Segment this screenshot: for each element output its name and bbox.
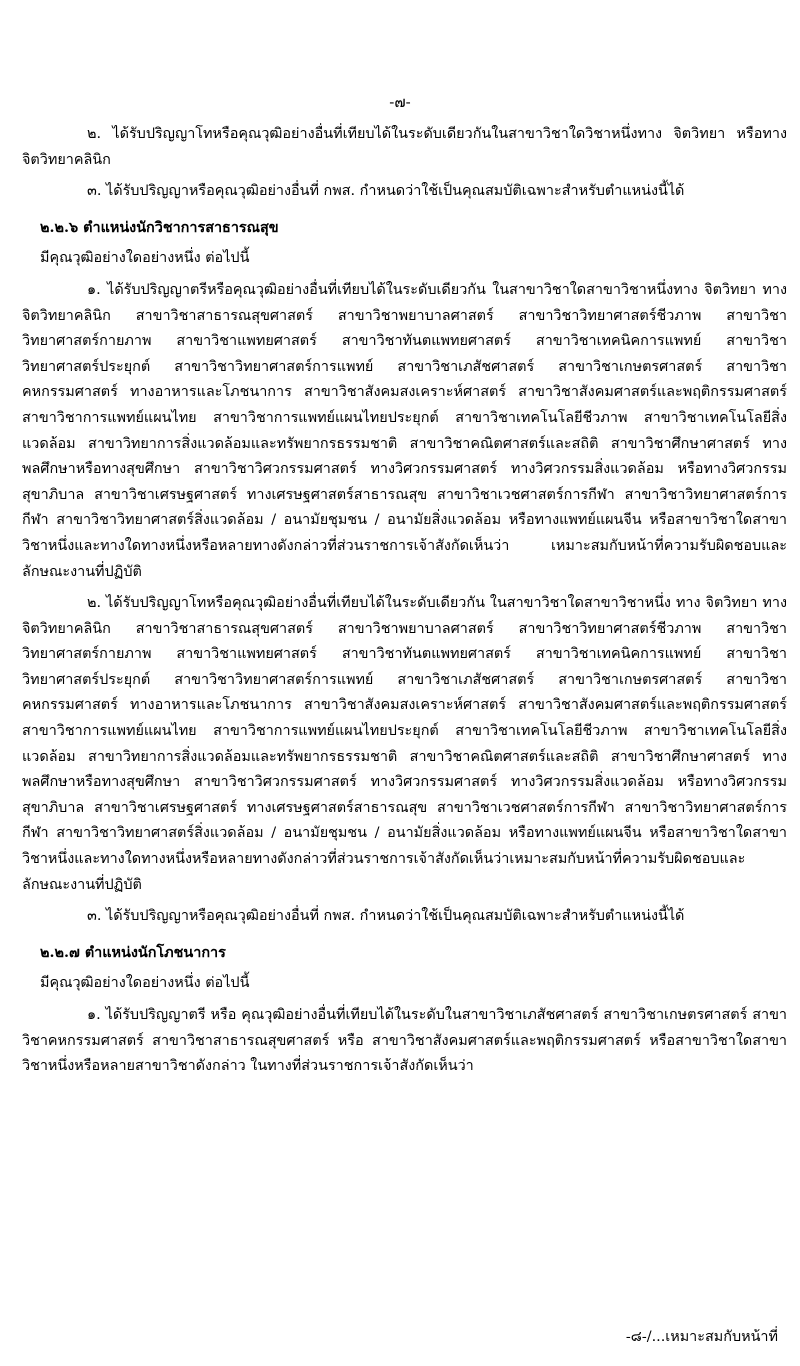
- paragraph-master-degree-psychology: ๒. ได้รับปริญญาโทหรือคุณวุฒิอย่างอื่นที่เทียบได้ในระดับเดียวกันในสาขาวิชาใดวิชาหนึ่งทาง จิตวิทยา หรือทางจิตวิทยาคลินิก: [22, 126, 787, 168]
- paragraph-bachelor-nutrition: ๑. ได้รับปริญญาตรี หรือ คุณวุฒิอย่างอื่นที่เทียบได้ในระดับในสาขาวิชาเภสัชศาสตร์ สาขาวิชาเกษตรศาสตร์ สาขาวิชาคหกรรมศาสตร์ สาขาวิชาสาธารณสุขศาสตร์ หรือ สาขาวิชาสังคมศาสตร์และพฤติกรรมศาสตร์ หรือสาขาวิชาใดสาขาวิชาหนึ่งหรือหลายสาขาวิชาดังกล่าว ในทางที่ส่วนราชการเจ้าสังกัดเห็นว่า: [22, 1007, 787, 1075]
- qualification-intro-2: มีคุณวุฒิอย่างใดอย่างหนึ่ง ต่อไปนี้: [40, 975, 250, 992]
- qualification-intro: มีคุณวุฒิอย่างใดอย่างหนึ่ง ต่อไปนี้: [40, 250, 250, 267]
- continuation-footer: -๘-/...เหมาะสมกับหน้าที่: [625, 1329, 778, 1345]
- paragraph-other-qualification: ๓. ได้รับปริญญาหรือคุณวุฒิอย่างอื่นที่ กพส. กำหนดว่าใช้เป็นคุณสมบัติเฉพาะสำหรับตำแหน่งนี้ได้: [87, 183, 685, 200]
- document-body: [22, 122, 787, 1080]
- section-heading-public-health: ๒.๒.๖ ตำแหน่งนักวิชาการสาธารณสุข: [40, 218, 279, 236]
- page-number: -๗-: [389, 93, 411, 111]
- paragraph-master-public-health: ๒. ได้รับปริญญาโทหรือคุณวุฒิอย่างอื่นที่เทียบได้ในระดับเดียวกัน ในสาขาวิชาใดสาขาวิชาหนึ่ง ทาง จิตวิทยา ทางจิตวิทยาคลินิก สาขาวิชาสาธารณสุขศาสตร์ สาขาวิชาพยาบาลศาสตร์ สาขาวิชาวิทยาศาสตร์ชีวภาพ สาขาวิชาวิทยาศาสตร์กายภาพ สาขาวิชาแพทยศาสตร์ สาขาวิชาทันตแพทยศาสตร์ สาขาวิชาเทคนิคการแพทย์ สาขาวิชาวิทยาศาสตร์ประยุกต์ สาขาวิชาวิทยาศาสตร์การแพทย์ สาขาวิชาเภสัชศาสตร์ สาขาวิชาเกษตรศาสตร์ สาขาวิชาคหกรรมศาสตร์ ทางอาหารและโภชนาการ สาขาวิชาสังคมสงเคราะห์ศาสตร์ สาขาวิชาสังคมศาสตร์และพฤติกรรมศาสตร์ สาขาวิชาการแพทย์แผนไทย สาขาวิชาการแพทย์แผนไทยประยุกต์ สาขาวิชาเทคโนโลยีชีวภาพ สาขาวิชาเทคโนโลยีสิ่งแวดล้อม สาขาวิทยาการสิ่งแวดล้อมและทรัพยากรธรรมชาติ สาขาวิชาคณิตศาสตร์และสถิติ สาขาวิชาศึกษาศาสตร์ ทางพลศึกษาหรือทางสุขศึกษา สาขาวิชาวิศวกรรมศาสตร์ ทางวิศวกรรมศาสตร์ ทางวิศวกรรมสิ่งแวดล้อม หรือทางวิศวกรรมสุขาภิบาล สาขาวิชาเศรษฐศาสตร์ ทางเศรษฐศาสตร์สาธารณสุข สาขาวิชาเวชศาสตร์การกีฬา สาขาวิชาวิทยาศาสตร์การกีฬา สาขาวิชาวิทยาศาสตร์สิ่งแวดล้อม / อนามัยชุมชน / อนามัยสิ่งแวดล้อม หรือทางแพทย์แผนจีน หรือสาขาวิชาใดสาขาวิชาหนึ่งและทางใดทางหนึ่งหรือหลายทางดังกล่าวที่ส่วนราชการเจ้าสังกัดเห็นว่าเหมาะสมกับหน้าที่ความรับผิดชอบและลักษณะงานที่ปฏิบัติ: [22, 595, 787, 893]
- section-heading-nutritionist: ๒.๒.๗ ตำแหน่งนักโภชนาการ: [40, 943, 226, 961]
- paragraph-other-qualification-2: ๓. ได้รับปริญญาหรือคุณวุฒิอย่างอื่นที่ กพส. กำหนดว่าใช้เป็นคุณสมบัติเฉพาะสำหรับตำแหน่งนี้ได้: [87, 908, 685, 925]
- paragraph-bachelor-public-health: ๑. ได้รับปริญญาตรีหรือคุณวุฒิอย่างอื่นที่เทียบได้ในระดับเดียวกัน ในสาขาวิชาใดสาขาวิชาหนึ่งทาง จิตวิทยา ทางจิตวิทยาคลินิก สาขาวิชาสาธารณสุขศาสตร์ สาขาวิชาพยาบาลศาสตร์ สาขาวิชาวิทยาศาสตร์ชีวภาพ สาขาวิชาวิทยาศาสตร์กายภาพ สาขาวิชาแพทยศาสตร์ สาขาวิชาทันตแพทยศาสตร์ สาขาวิชาเทคนิคการแพทย์ สาขาวิชาวิทยาศาสตร์ประยุกต์ สาขาวิชาวิทยาศาสตร์การแพทย์ สาขาวิชาเภสัชศาสตร์ สาขาวิชาเกษตรศาสตร์ สาขาวิชาคหกรรมศาสตร์ ทางอาหารและโภชนาการ สาขาวิชาสังคมสงเคราะห์ศาสตร์ สาขาวิชาสังคมศาสตร์และพฤติกรรมศาสตร์ สาขาวิชาการแพทย์แผนไทย สาขาวิชาการแพทย์แผนไทยประยุกต์ สาขาวิชาเทคโนโลยีชีวภาพ สาขาวิชาเทคโนโลยีสิ่งแวดล้อม สาขาวิทยาการสิ่งแวดล้อมและทรัพยากรธรรมชาติ สาขาวิชาคณิตศาสตร์และสถิติ สาขาวิชาศึกษาศาสตร์ ทางพลศึกษาหรือทางสุขศึกษา สาขาวิชาวิศวกรรมศาสตร์ ทางวิศวกรรมศาสตร์ ทางวิศวกรรมสิ่งแวดล้อม หรือทางวิศวกรรมสุขาภิบาล สาขาวิชาเศรษฐศาสตร์ ทางเศรษฐศาสตร์สาธารณสุข สาขาวิชาเวชศาสตร์การกีฬา สาขาวิชาวิทยาศาสตร์การกีฬา สาขาวิชาวิทยาศาสตร์สิ่งแวดล้อม / อนามัยชุมชน / อนามัยสิ่งแวดล้อม หรือทางแพทย์แผนจีน หรือสาขาวิชาใดสาขาวิชาหนึ่งและทางใดทางหนึ่งหรือหลายทางดังกล่าวที่ส่วนราชการเจ้าสังกัดเห็นว่า เหมาะสมกับหน้าที่ความรับผิดชอบและลักษณะงานที่ปฏิบัติ: [22, 281, 787, 580]
